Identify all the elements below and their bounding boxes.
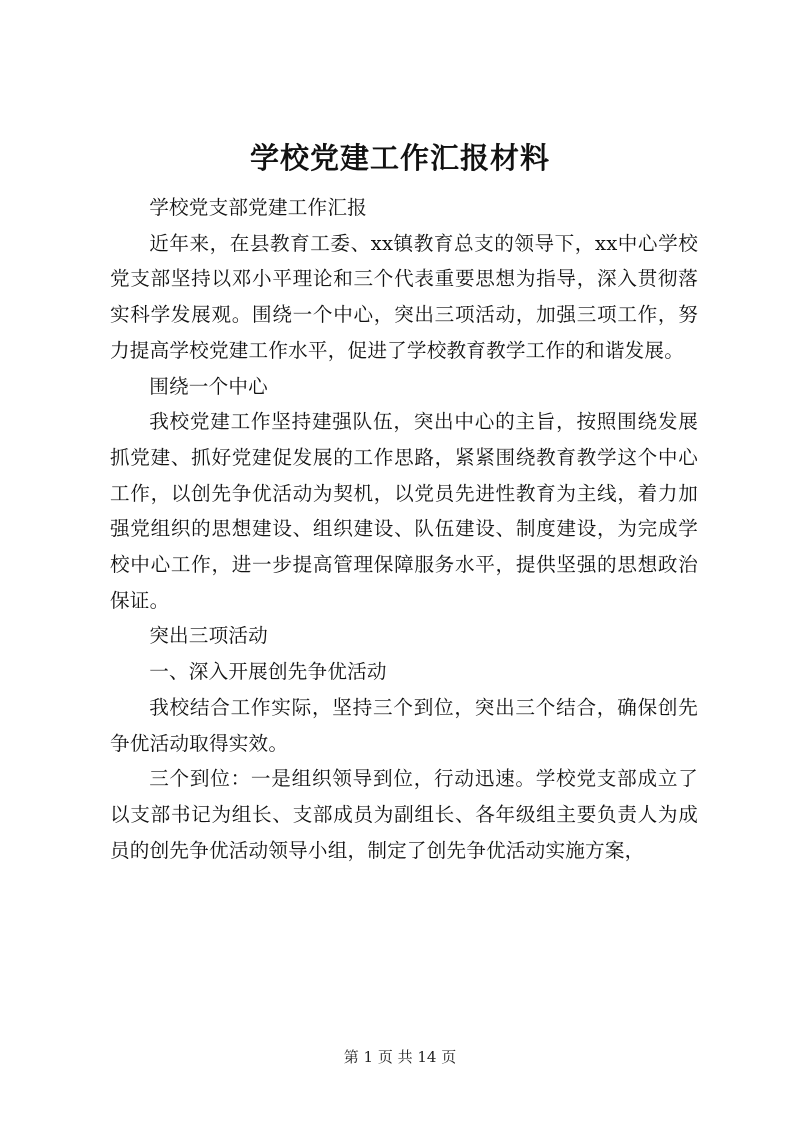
body-paragraph: 我校党建工作坚持建强队伍，突出中心的主旨，按照围绕发展抓党建、抓好党建促发展的工作思路，紧紧围绕教育教学这个中心工作，以创先争优活动为契机，以党员先进性教育为主线，着力加强党组织的思想建设、组织建设、队伍建设、制度建设，为完成学校中心工作，进一步提高管理保障服务水平，提供坚强的思想政治保证。 bbox=[110, 410, 698, 612]
body-paragraph: 三个到位：一是组织领导到位，行动迅速。学校党支部成立了以支部书记为组长、支部成员为副组长、各年级组主要负责人为成员的创先争优活动领导小组，制定了创先争优活动实施方案， bbox=[110, 767, 698, 862]
page-number-footer: 第 1 页 共 14 页 bbox=[343, 1048, 457, 1066]
body-paragraph: 我校结合工作实际，坚持三个到位，突出三个结合，确保创先争优活动取得实效。 bbox=[110, 695, 698, 755]
section-heading: 一、深入开展创先争优活动 bbox=[149, 660, 387, 684]
section-heading: 学校党支部党建工作汇报 bbox=[149, 196, 367, 219]
document-title: 学校党建工作汇报材料 bbox=[249, 141, 550, 175]
section-heading: 围绕一个中心 bbox=[149, 374, 268, 398]
body-paragraph: 近年来，在县教育工委、xx镇教育总支的领导下，xx中心学校党支部坚持以邓小平理论和三个代表重要思想为指导，深入贯彻落实科学发展观。围绕一个中心，突出三项活动，加强三项工作，努力提高学校党建工作水平，促进了学校教育教学工作的和谐发展。 bbox=[110, 231, 698, 362]
section-heading: 突出三项活动 bbox=[149, 624, 268, 648]
document-body bbox=[110, 190, 698, 868]
